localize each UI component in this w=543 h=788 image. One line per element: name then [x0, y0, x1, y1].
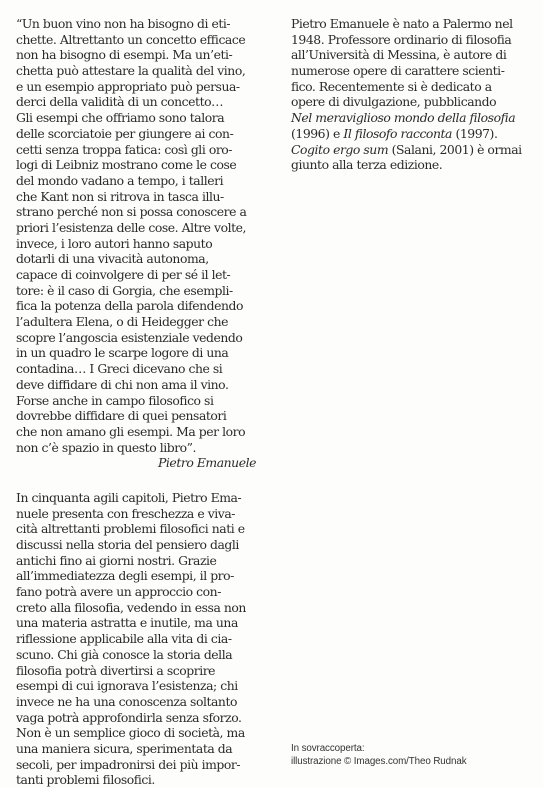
- bio-text: (Salani, 2001) è ormai: [388, 141, 522, 157]
- description-line: esempi di cui ignorava l’esistenza; chi: [16, 678, 238, 694]
- bio-line: 1948. Professore ordinario di filosofia: [291, 31, 512, 47]
- quote-line: fica la potenza della parola difendendo: [16, 298, 244, 314]
- quote-line: strano perché non si possa conoscere a: [16, 204, 247, 220]
- bio-year: (1996) e: [291, 125, 344, 141]
- bio-line: [291, 126, 531, 142]
- bio-line: all’Università di Messina, è autore di: [291, 47, 507, 63]
- author-quote: [16, 16, 256, 455]
- author-bio: [291, 16, 531, 173]
- quote-line: delle scorciatoie per giungere ai con-: [16, 125, 234, 141]
- description-line: creto alla filosofia, vedendo in essa non: [16, 599, 246, 615]
- quote-signature: Pietro Emanuele: [158, 455, 256, 471]
- description-line: una maniera sicura, sperimentata da: [16, 740, 233, 756]
- quote-line: deve diffidare di chi non ama il vino.: [16, 376, 229, 392]
- description-line: In cinquanta agili capitoli, Pietro Ema-: [16, 489, 242, 505]
- paragraph-gap: [16, 471, 256, 490]
- quote-line: del mondo vadano a tempo, i talleri: [16, 172, 224, 188]
- quote-line: che non amano gli esempi. Ma per loro: [16, 423, 246, 439]
- description-line: antichi fino ai giorni nostri. Grazie: [16, 552, 217, 568]
- quote-line: in un quadro le scarpe logore di una: [16, 345, 229, 361]
- description-line: cità altrettanti problemi filosofici nati e: [16, 521, 245, 537]
- description-line: tanti problemi filosofici.: [16, 772, 155, 788]
- quote-line: chetta può attestare la qualità del vino,: [16, 63, 246, 79]
- quote-line: scopre l’angoscia esistenziale vedendo: [16, 329, 243, 345]
- quote-line: l’adultera Elena, o di Heidegger che: [16, 314, 229, 330]
- description-line: nuele presenta con freschezza e viva-: [16, 505, 236, 521]
- quote-line: dovrebbe diffidare di quei pensatori: [16, 408, 227, 424]
- quote-line: invece, i loro autori hanno saputo: [16, 235, 213, 251]
- quote-line: e un esempio appropriato può persua-: [16, 78, 240, 94]
- book-description: [16, 490, 256, 788]
- credit-text: illustrazione © Images.com/Theo Rudnak: [291, 756, 467, 767]
- quote-line: non ha bisogno di esempi. Ma un’eti-: [16, 47, 233, 63]
- quote-line: capace di coinvolgere di per sé il let-: [16, 267, 231, 282]
- bio-line: [291, 110, 531, 126]
- description-line: invece ne ha una conoscenza soltanto: [16, 693, 238, 709]
- quote-line: Gli esempi che offriamo sono talora: [16, 110, 225, 126]
- description-line: all’immediatezza degli esempi, il pro-: [16, 568, 234, 584]
- description-line: secoli, per impadronirsi dei più impor-: [16, 756, 241, 772]
- bio-line: fico. Recentemente si è dedicato a: [291, 78, 492, 94]
- description-line: una materia astratta e inutile, ma una: [16, 615, 238, 631]
- bio-year: (1997).: [451, 125, 498, 141]
- book-title-2: Il filosofo racconta: [343, 125, 452, 141]
- description-line: Non è un semplice gioco di società, ma: [16, 725, 245, 741]
- bio-line: numerose opere di carattere scienti-: [291, 63, 505, 79]
- description-line: scuno. Chi già conosce la storia della: [16, 646, 233, 662]
- bio-line: [291, 142, 531, 158]
- quote-line: contadina… I Greci dicevano che si: [16, 361, 223, 377]
- cover-credit: [291, 742, 531, 768]
- quote-line: priori l’esistenza delle cose. Altre volte,: [16, 219, 246, 235]
- quote-line: Forse anche in campo filosofico si: [16, 392, 214, 408]
- quote-line: cetti senza troppa fatica: così gli oro-: [16, 141, 233, 157]
- quote-line: tore: è il caso di Gorgia, che esempli-: [16, 282, 233, 298]
- description-line: filosofia potrà divertirsi a scoprire: [16, 662, 216, 678]
- book-title-1: Nel meraviglioso mondo della filosofia: [291, 110, 516, 126]
- description-line: discussi nella storia del pensiero dagli: [16, 537, 239, 552]
- quote-line: derci della validità di un concetto…: [16, 94, 224, 110]
- credit-label: In sovraccoperta:: [291, 743, 365, 754]
- bio-line: opere di divulgazione, pubblicando: [291, 94, 497, 110]
- left-column: [16, 16, 256, 788]
- book-title-3: Cogito ergo sum: [291, 141, 389, 157]
- quote-line: “Un buon vino non ha bisogno di eti-: [16, 16, 231, 31]
- quote-line: dotarli di una vivacità autonoma,: [16, 251, 209, 267]
- description-line: riflessione applicabile alla vita di cia-: [16, 631, 232, 647]
- bio-line: giunto alla terza edizione.: [291, 157, 443, 173]
- description-line: fano potrà avere un approccio con-: [16, 584, 221, 600]
- description-line: vaga potrà approfondirla senza sforzo.: [16, 709, 242, 725]
- bio-line: Pietro Emanuele è nato a Palermo nel: [291, 16, 513, 31]
- quote-line: che Kant non si ritrova in tasca illu-: [16, 188, 224, 204]
- quote-line: non c’è spazio in questo libro”.: [16, 439, 197, 455]
- quote-line: logi di Leibniz mostrano come le cose: [16, 157, 237, 173]
- quote-line: chette. Altrettanto un concetto efficace: [16, 31, 246, 47]
